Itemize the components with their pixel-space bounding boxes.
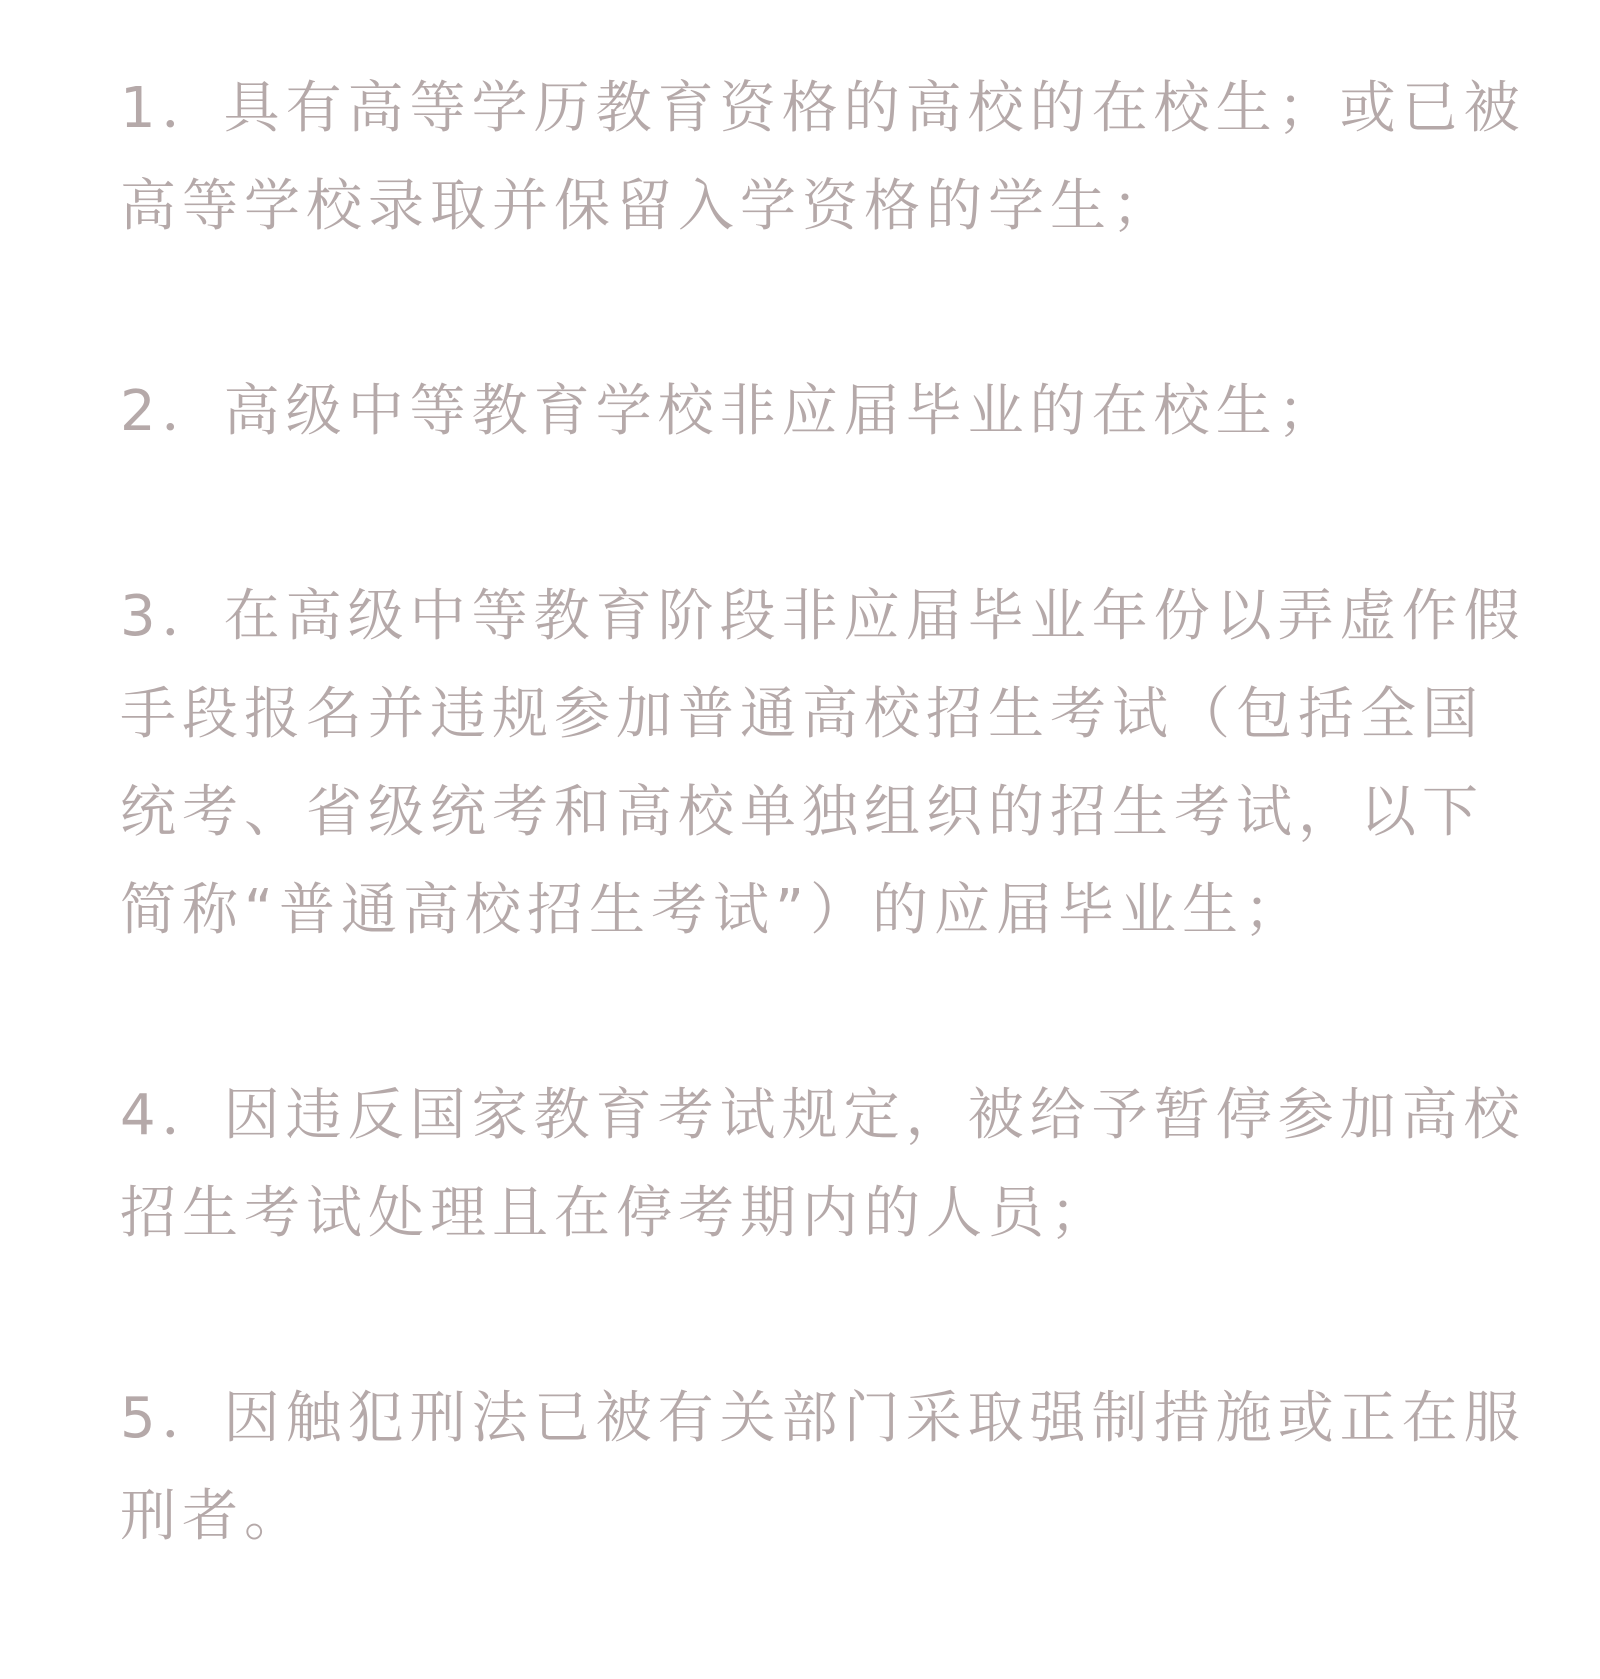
list-item-5 — [120, 1370, 1526, 1566]
list-item-4 — [120, 1067, 1526, 1263]
list-item-2 — [120, 363, 1480, 461]
list-item-text-line: 3．在高级中等教育阶段非应届毕业年份以弄虚作假 — [120, 584, 1526, 649]
list-item-1 — [120, 60, 1526, 256]
list-item-text-line: 统考、省级统考和高校单独组织的招生考试，以下 — [120, 780, 1484, 845]
list-item-text-line: 简称“普通高校招生考试”）的应届毕业生； — [120, 878, 1307, 943]
list-item-text-line: 高等学校录取并保留入学资格的学生； — [120, 174, 1174, 239]
list-item-text-line: 招生考试处理且在停考期内的人员； — [120, 1181, 1112, 1246]
list-item-text-line: 手段报名并违规参加普通高校招生考试（包括全国 — [120, 682, 1484, 747]
list-item-text-line: 1．具有高等学历教育资格的高校的在校生；或已被 — [120, 76, 1526, 141]
list-item-text-line: 2．高级中等教育学校非应届毕业的在校生； — [120, 379, 1340, 444]
document-body — [120, 60, 1526, 1673]
list-item-text-line: 5．因触犯刑法已被有关部门采取强制措施或正在服 — [120, 1386, 1526, 1451]
list-item-text-line: 刑者。 — [120, 1484, 306, 1549]
list-item-text-line: 4．因违反国家教育考试规定，被给予暂停参加高校 — [120, 1083, 1526, 1148]
list-item-3 — [120, 568, 1526, 960]
